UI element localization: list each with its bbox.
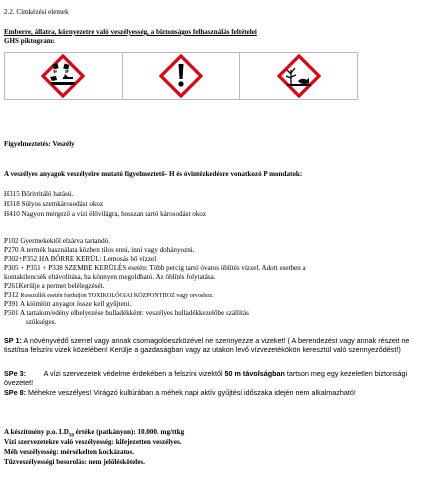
p-statement: P305 + P351 + P338 SZEMBE KERÜLÉS esetén: Több percig tartó óvatos öblítés vízzel. Adott esetben a (4, 264, 306, 272)
spe8-paragraph (4, 388, 429, 397)
p-statement: kontaktlencsék eltávolítása, ha könnyen megoldható. Az öblítés folytatása. (4, 273, 216, 281)
ld50-subscript: 50 (68, 433, 74, 439)
bee-hazard: Méh veszélyesség: mérsékelten kockázatos. (4, 448, 135, 456)
sp1-paragraph (4, 336, 429, 355)
spe3-text-a: A vízi szervezetek védelme érdekében a felszíni vizektől (43, 369, 223, 378)
spe8-text: Méhekre veszélyes! Virágzó kultúrában a méhek napi aktív gyűjtési időszaka idején nem alkalmazható! (27, 388, 356, 397)
pictogram-cell (240, 53, 358, 100)
fire-classification: Tűzveszélyességi besorolás: nem jelölésköteles. (4, 458, 145, 466)
h-statement: H315 Bőrirritáló hatású. (4, 190, 74, 198)
pictogram-cell (5, 53, 123, 100)
ld50-value: értéke (patkányon): 10.000. mg/ttkg (75, 428, 185, 436)
p-statement: P501 A tartalom/edény elhelyezése hulladékként: veszélyes hulladékkezelőbe szállítás (4, 309, 249, 317)
p-statement: P261Kerülje a permet belélegzését. (4, 282, 105, 290)
spe3-code: SPe 3: (4, 369, 26, 378)
h-statement: H410 Nagyon mérgező a vízi élővilágra, hosszan tartó károsodást okoz (4, 210, 206, 218)
p-statement: P270 A termék használata közben tilos enni, inni vagy dohányozni. (4, 246, 195, 254)
ghs-label: GHS piktogram: (4, 37, 56, 45)
hazard-heading: Emberre, állatra, környezetre való veszélyesség, a biztonságos felhasználás feltételei (4, 28, 257, 36)
p-statement: P391 A kiömlött anyagot össze kell gyűjteni. (4, 300, 132, 308)
p-statement: szükséges. (26, 318, 57, 326)
p-statement: P302+P352 HA BŐRRE KERÜL: Lemosás bő vízzel (4, 255, 157, 263)
h-statement: H318 Súlyos szemkárosodást okoz (4, 200, 104, 208)
environment-icon (277, 54, 321, 98)
sp1-text: A növényvédő szerrel vagy annak csomagolóeszközével ne szennyezze a vizeket! ( A berendezést vagy annak részeit ne tisztítsa felszíni vizek közelében! Kerülje a gazdaságban vagy az utakon levő vízvezetékökön keresztül való szennyeződést!) (4, 336, 410, 355)
statements-heading: A veszélyes anyagok veszélyeire mutató figyelmeztető- H és óvintézkedésre vonatkozó P mondatok: (4, 170, 303, 178)
exclamation-mark-icon (159, 54, 203, 98)
spe8-code: SPe 8: (4, 388, 26, 397)
section-number: 2.2. Címkézési elemek (4, 8, 69, 16)
ghs-pictogram-table (4, 52, 358, 100)
signal-word: Figyelmeztetés: Veszély (4, 140, 75, 148)
ld50-label: A készítmény p.o. LD (4, 428, 69, 436)
spe3-text-b: tartson meg egy kezeletlen biztonsági övezetet! (4, 369, 408, 388)
spe3-distance: 50 m távolságban (224, 369, 285, 378)
aquatic-hazard: Vízi szervezetekre való veszélyesség: kifejezetten veszélyes. (4, 438, 182, 446)
corrosion-icon (41, 54, 85, 98)
p312-text: Rosszullét esetén forduljon TOXIKOLÓGIAI KÖZPONTHOZ vagy orvoshoz. (20, 293, 214, 299)
p-statement: P102 Gyermekektől elzárva tartandó. (4, 237, 110, 245)
sp1-code: SP 1: (4, 336, 22, 345)
pictogram-cell (122, 53, 240, 100)
p312-code: P312 (4, 291, 19, 299)
spe3-paragraph (4, 369, 429, 388)
